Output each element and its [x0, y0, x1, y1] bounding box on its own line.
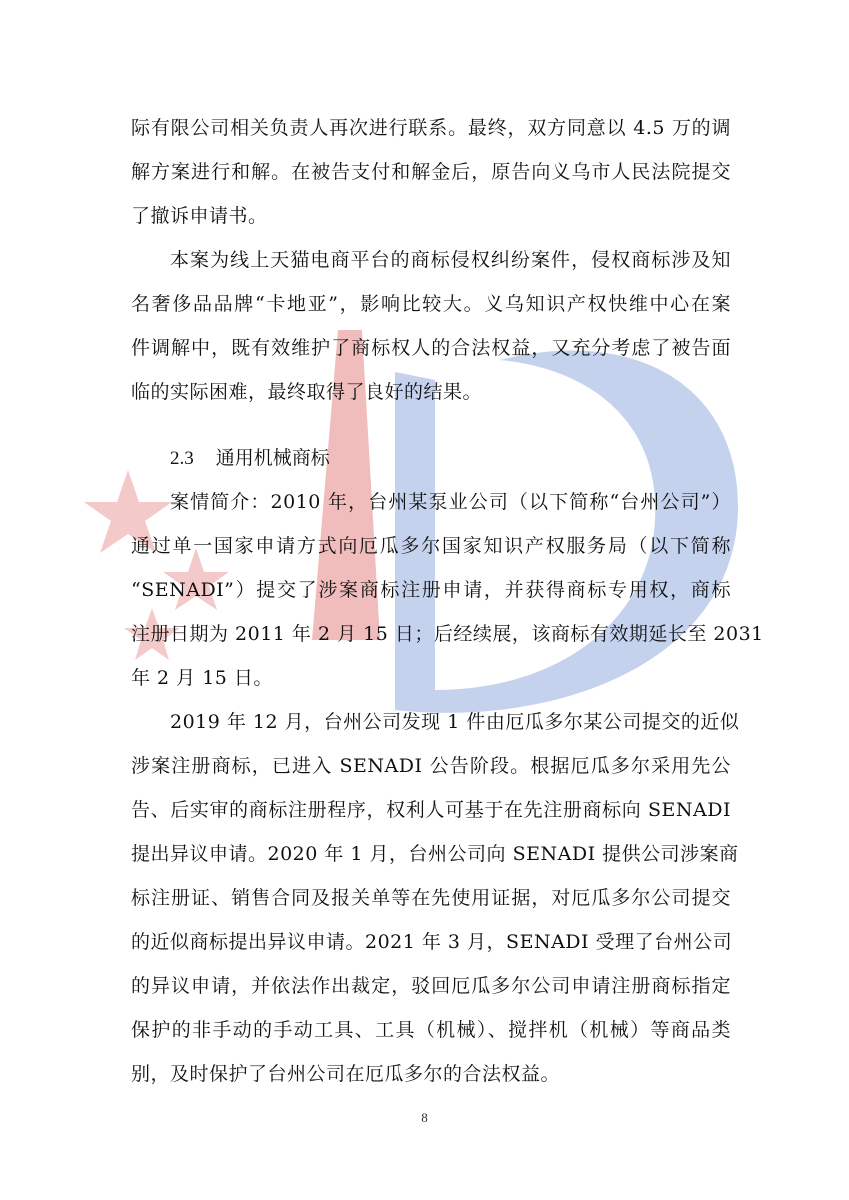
text-line: 涉案注册商标，已进入 SENADI 公告阶段。根据厄瓜多尔采用先公 [131, 755, 731, 777]
text-line: 解方案进行和解。在被告支付和解金后，原告向义乌市人民法院提交 [131, 161, 731, 183]
text-line: 案情简介：2010 年，台州某泵业公司（以下简称“台州公司”） [170, 491, 731, 513]
section-number: 2.3 [170, 448, 194, 469]
text-line: 2019 年 12 月，台州公司发现 1 件由厄瓜多尔某公司提交的近似 [170, 711, 740, 733]
text-line: 的近似商标提出异议申请。2021 年 3 月，SENADI 受理了台州公司 [131, 931, 733, 953]
section-title: 通用机械商标 [215, 447, 330, 469]
text-line: 保护的非手动的手动工具、工具（机械）、搅拌机（机械）等商品类 [131, 1019, 731, 1041]
text-line: 了撤诉申请书。 [131, 205, 268, 227]
text-line: “SENADI”）提交了涉案商标注册申请，并获得商标专用权，商标 [131, 579, 731, 601]
text-line: 本案为线上天猫电商平台的商标侵权纠纷案件，侵权商标涉及知 [170, 249, 731, 271]
text-line: 标注册证、销售合同及报关单等在先使用证据，对厄瓜多尔公司提交 [131, 887, 731, 909]
text-line: 年 2 月 15 日。 [131, 667, 273, 689]
text-line: 提出异议申请。2020 年 1 月，台州公司向 SENADI 提供公司涉案商 [131, 843, 739, 865]
text-line: 告、后实审的商标注册程序，权利人可基于在先注册商标向 SENADI [131, 799, 731, 821]
text-line: 件调解中，既有效维护了商标权人的合法权益，又充分考虑了被告面 [131, 337, 731, 359]
text-line: 名奢侈品品牌“卡地亚”，影响比较大。义乌知识产权快维中心在案 [131, 293, 731, 315]
page-number: 8 [421, 1110, 428, 1125]
text-line: 通过单一国家申请方式向厄瓜多尔国家知识产权服务局（以下简称 [131, 535, 731, 557]
section-heading [170, 436, 330, 480]
text-line: 的异议申请，并依法作出裁定，驳回厄瓜多尔公司申请注册商标指定 [131, 975, 731, 997]
text-line: 临的实际困难，最终取得了良好的结果。 [131, 381, 483, 403]
text-line: 别，及时保护了台州公司在厄瓜多尔的合法权益。 [131, 1063, 561, 1085]
text-line: 注册日期为 2011 年 2 月 15 日；后经续展，该商标有效期延长至 2031 [131, 623, 764, 645]
text-line: 际有限公司相关负责人再次进行联系。最终，双方同意以 4.5 万的调 [131, 117, 731, 139]
